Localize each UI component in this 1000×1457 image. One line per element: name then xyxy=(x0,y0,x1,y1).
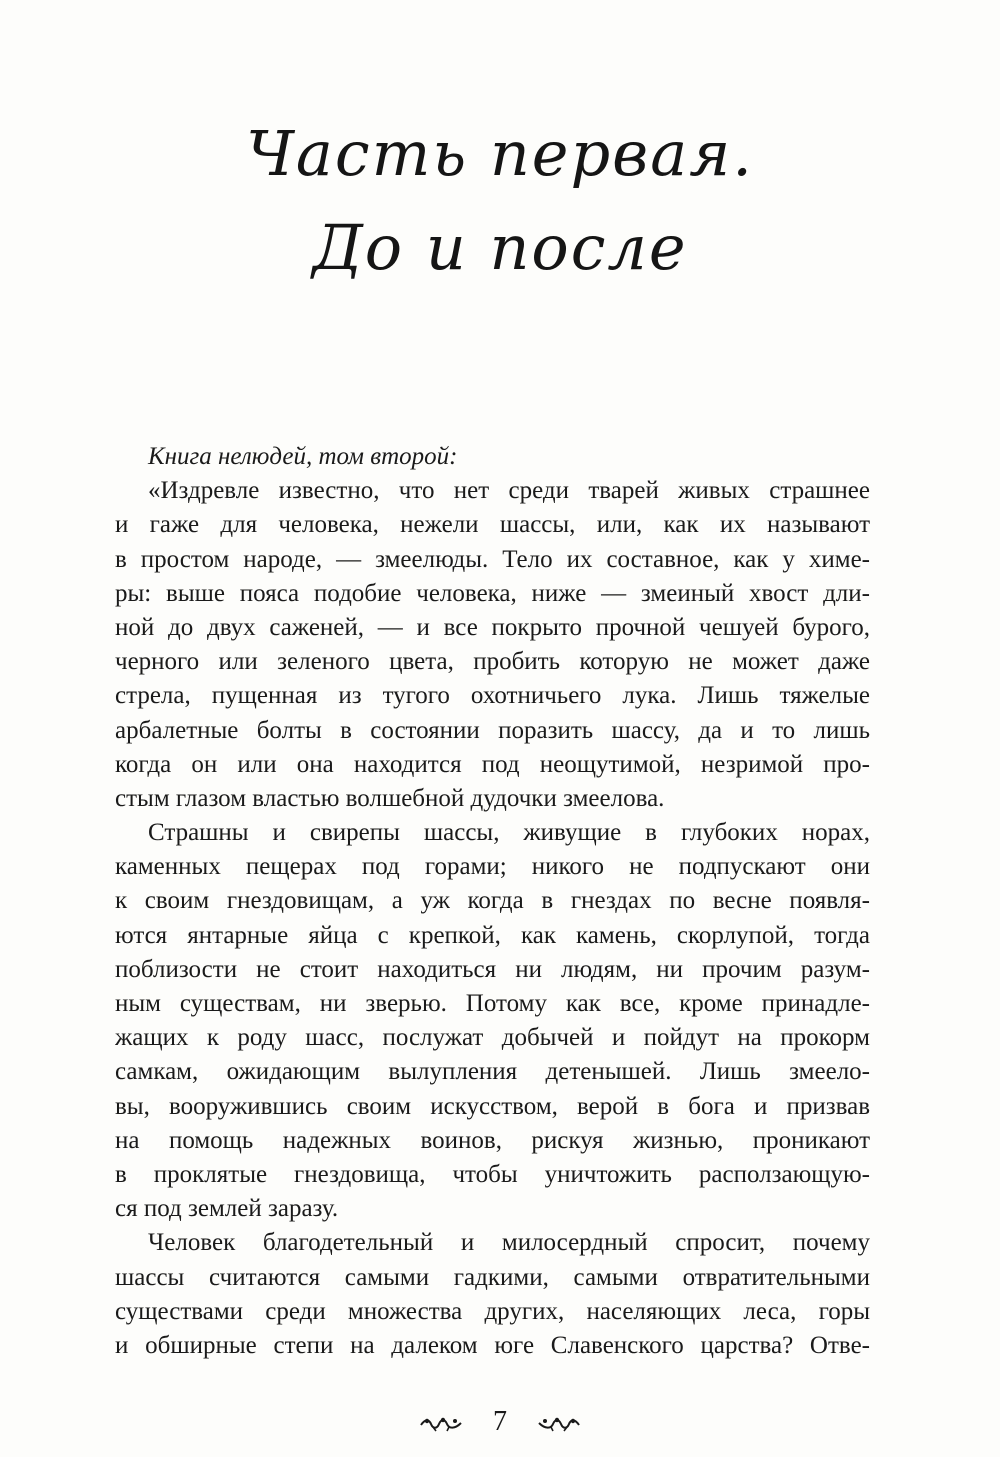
text-line: и обширные степи на далеком юге Славенского царства? Отве- xyxy=(115,1331,870,1359)
text-line: вы, вооружившись своим искусством, верой в бога и призвав xyxy=(115,1092,870,1120)
text-line: поблизости не стоит находиться ни людям, ни прочим разум- xyxy=(115,955,870,983)
text-line: ным существам, ни зверью. Потому как все, кроме принадле- xyxy=(115,990,870,1017)
text-line: черного или зеленого цвета, пробить которую не может даже xyxy=(115,648,870,676)
text-line: каменных пещерах под горами; никого не подпускают они xyxy=(115,853,870,881)
chapter-title-line-2: До и после xyxy=(312,211,688,284)
text-line: в проклятые гнездовища, чтобы уничтожить расползающую- xyxy=(115,1160,870,1188)
page-number: 7 xyxy=(493,1406,507,1437)
text-line: жащих к роду шасс, послужат добычей и пойдут на прокорм xyxy=(115,1024,870,1052)
text-line: самкам, ожидающим вылупления детенышей. Лишь змеело- xyxy=(115,1058,870,1086)
text-line: стым глазом властью волшебной дудочки змеелова. xyxy=(115,784,665,812)
text-line: ры: выше пояса подобие человека, ниже — змеиный хвост дли- xyxy=(115,579,870,607)
text-line: шассы считаются самыми гадкими, самыми отвратительными xyxy=(115,1263,870,1291)
text-line: когда он или она находится под неощутимой, незримой про- xyxy=(115,750,870,778)
text-line: арбалетные болты в состоянии поразить шассу, да и то лишь xyxy=(115,716,870,744)
text-line: ся под землей заразу. xyxy=(115,1195,339,1223)
epigraph: Книга нелюдей, том второй: xyxy=(148,443,458,470)
text-line: «Издревле известно, что нет среди тварей живых страшнее xyxy=(148,477,870,505)
floral-ornament-icon xyxy=(419,1415,463,1433)
text-line: Человек благодетельный и милосердный спросит, почему xyxy=(148,1229,870,1257)
page-footer xyxy=(0,1405,1000,1439)
text-line: Страшны и свирепы шассы, живущие в глубоких норах, xyxy=(148,819,870,847)
text-line: ются янтарные яйца с крепкой, как камень, скорлупой, тогда xyxy=(115,921,870,949)
floral-ornament-icon xyxy=(537,1415,581,1433)
text-line: стрела, пущенная из тугого охотничьего лука. Лишь тяжелые xyxy=(115,682,870,710)
text-line: ной до двух саженей, — и все покрыто прочной чешуей бурого, xyxy=(115,613,870,641)
text-line: на помощь надежных воинов, рискуя жизнью, проникают xyxy=(115,1126,870,1154)
text-line: в простом народе, — змеелюды. Тело их составное, как у химе- xyxy=(115,545,870,573)
text-line: и гаже для человека, нежели шассы, или, как их называют xyxy=(115,511,870,539)
body-text xyxy=(115,440,870,1363)
chapter-title-line-1: Часть первая. xyxy=(246,117,754,190)
text-line: к своим гнездовищам, а уж когда в гнездах по весне появля- xyxy=(115,887,870,915)
text-line: существами среди множества других, населяющих леса, горы xyxy=(115,1297,870,1325)
